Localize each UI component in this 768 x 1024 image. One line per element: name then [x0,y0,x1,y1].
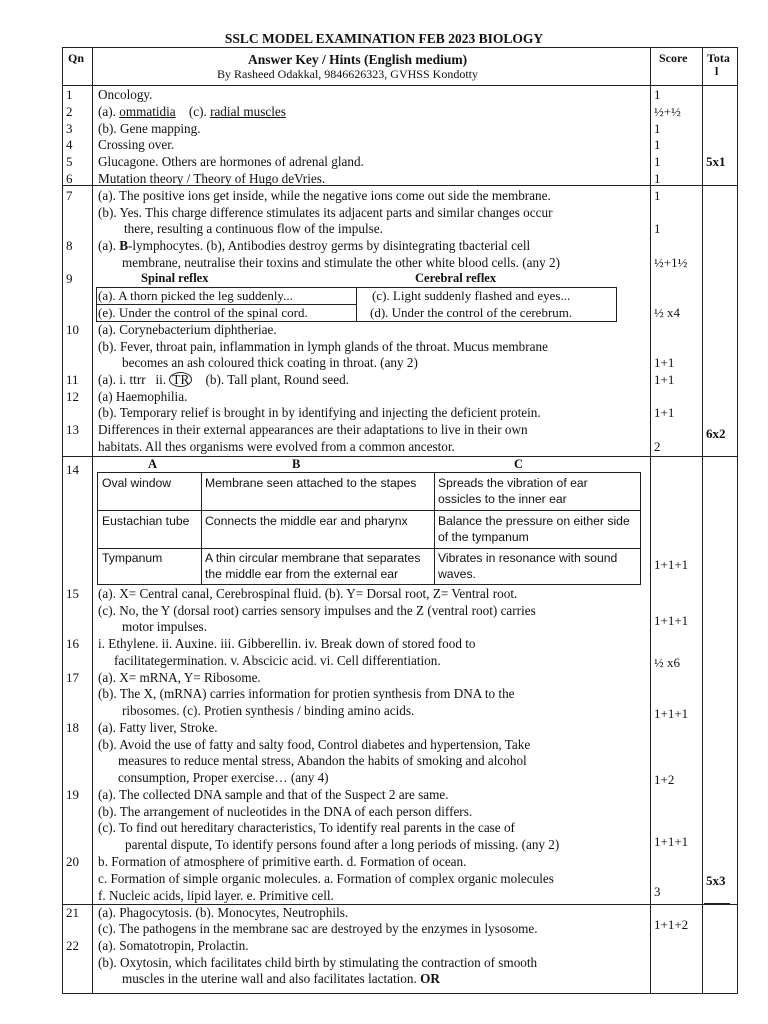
divider-total [702,47,703,993]
score-7b: 1 [654,221,661,236]
reflex-spinal-1: (a). A thorn picked the leg suddenly... [98,288,293,303]
table-row-2-a: Eustachian tube [102,514,190,528]
answer-18a: (a). Fatty liver, Stroke. [98,720,218,735]
col-b-heading: B [292,457,301,471]
answer-8a: (a). B-lymphocytes. (b), Antibodies destroy germs by disintegrating tbacterial cell [98,238,531,253]
answer-1: Oncology. [98,87,153,102]
spinal-reflex-heading: Spinal reflex [141,271,209,285]
answer-6: Mutation theory / Theory of Hugo deVries. [98,171,326,186]
answer-18b-cont-2: consumption, Proper exercise… (any 4) [118,770,329,785]
answer-10b: (b). Fever, throat pain, inflammation in lymph glands of the throat. Mucus membrane [98,339,548,354]
qn-22: 22 [66,938,79,953]
answer-22b: (b). Oxytosin, which facilitates child birth by stimulating the contraction of smooth [98,955,538,970]
table-row-1-a: Oval window [102,476,172,490]
qn-15: 15 [66,586,79,601]
answer-15c: (c). No, the Y (dorsal root) carries sensory impulses and the Z (ventral root) carries [98,603,536,618]
qn-16: 16 [66,636,79,651]
total-section-3: 5x3 [706,873,726,888]
score-3: 1 [654,121,661,136]
qn-3: 3 [66,121,73,136]
answer-16-cont: facilitategermination. v. Abscicic acid. vi. Cell differentiation. [114,653,441,668]
score-16: ½ x6 [654,655,680,670]
score-12: 1+1 [654,405,675,420]
answer-key-header: Answer Key / Hints (English medium) [248,52,468,67]
score-21: 1+1+2 [654,917,689,932]
qn-19: 19 [66,787,79,802]
total-header-line2: l [715,64,719,78]
col-c-heading: C [514,457,524,471]
answer-19b: (b). The arrangement of nucleotides in the DNA of each person differs. [98,804,473,819]
col-a-heading: A [148,457,158,471]
table-row-2-c2: of the tympanum [438,530,529,544]
qn-11: 11 [66,372,79,387]
table-row-1-c2: ossicles to the inner ear [438,492,567,506]
reflex-cerebral-1: (c). Light suddenly flashed and eyes... [372,288,571,303]
answer-17b: (b). The X, (mRNA) carries information for protien synthesis from DNA to the [98,686,515,701]
table-row-3-b2: the middle ear from the external ear [205,567,399,581]
score-6: 1 [654,171,661,186]
answer-21a: (a). Phagocytosis. (b). Monocytes, Neutrophils. [98,905,349,920]
ear-parts-table [97,472,641,585]
answer-22b-cont: muscles in the uterine wall and also facilitates lactation. OR [122,971,440,986]
qn-17: 17 [66,670,79,685]
table-row-1-b: Membrane seen attached to the stapes [205,476,417,490]
circled-genotype: TR [169,372,192,387]
score-18: 1+2 [654,772,675,787]
score-13: 2 [654,439,661,454]
answer-11: (a). i. ttrr ii. TR (b). Tall plant, Round seed. [98,372,349,387]
answer-10b-cont: becomes an ash coloured thick coating in throat. (any 2) [122,355,418,370]
score-8: ½+1½ [654,255,688,270]
total-header-line1: Tota [707,51,730,65]
score-1: 1 [654,87,661,102]
answer-3: (b). Gene mapping. [98,121,201,136]
total-section-2: 6x2 [706,426,726,441]
answer-20b: c. Formation of simple organic molecules. a. Formation of complex organic molecules [98,871,554,886]
answer-7a: (a). The positive ions get inside, while the negative ions come out side the membrane. [98,188,551,203]
total-section-1: 5x1 [706,154,726,169]
answer-21c: (c). The pathogens in the membrane sac are destroyed by the enzymes in lysosome. [98,921,538,936]
qn-header: Qn [68,51,85,65]
score-14: 1+1+1 [654,557,689,572]
answer-2: (a). ommatidia (c). radial muscles [98,104,286,119]
answer-20a: b. Formation of atmosphere of primitive earth. d. Formation of ocean. [98,854,467,869]
answer-10a: (a). Corynebacterium diphtheriae. [98,322,277,337]
answer-12b: (b). Temporary relief is brought in by identifying and injecting the deficient protein. [98,405,541,420]
score-4: 1 [654,137,661,152]
cerebral-reflex-heading: Cerebral reflex [415,271,497,285]
answer-19a: (a). The collected DNA sample and that of the Suspect 2 are same. [98,787,449,802]
qn-13: 13 [66,422,79,437]
table-row-2-c1: Balance the pressure on either side [438,514,630,528]
score-17: 1+1+1 [654,706,689,721]
qn-7: 7 [66,188,73,203]
reflex-cerebral-2: (d). Under the control of the cerebrum. [370,305,573,320]
page-title: SSLC MODEL EXAMINATION FEB 2023 BIOLOGY [224,31,544,46]
answer-8b: membrane, neutralise their toxins and stimulate the other white blood cells. (any 2) [122,255,560,270]
answer-15a: (a). X= Central canal, Cerebrospinal fluid. (b). Y= Dorsal root, Z= Ventral root. [98,586,518,601]
table-row-2-b: Connects the middle ear and pharynx [205,514,408,528]
section-rule-2 [62,456,737,457]
qn-5: 5 [66,154,73,169]
answer-19c-cont: parental dispute, To identify persons found after a long periods of missing. (any 2) [125,837,560,852]
qn-8: 8 [66,238,73,253]
score-2: ½+½ [654,104,681,119]
qn-4: 4 [66,137,73,152]
answer-7b: (b). Yes. This charge difference stimulates its adjacent parts and similar changes occur [98,205,553,220]
total-underline [704,903,730,904]
score-10: 1+1 [654,355,675,370]
answer-5: Glucagone. Others are hormones of adrenal gland. [98,154,364,169]
answer-19c: (c). To find out hereditary characteristics, To identify real parents in the case of [98,820,515,835]
score-11: 1+1 [654,372,675,387]
score-15: 1+1+1 [654,613,689,628]
qn-14: 14 [66,462,79,477]
reflex-spinal-2: (e). Under the control of the spinal cord. [98,305,308,320]
table-row-3-c1: Vibrates in resonance with sound [438,551,618,565]
answer-20c: f. Nucleic acids, lipid layer. e. Primitive cell. [98,888,334,903]
table-row-3-c2: waves. [438,567,476,581]
qn-10: 10 [66,322,79,337]
score-7a: 1 [654,188,661,203]
score-20: 3 [654,884,661,899]
answer-22a: (a). Somatotropin, Prolactin. [98,938,249,953]
qn-21: 21 [66,905,79,920]
table-row-3-a: Tympanum [102,551,163,565]
answer-13-cont: habitats. All thes organisms were evolved from a common ancestor. [98,439,455,454]
answer-12a: (a) Haemophilia. [98,389,188,404]
score-9: ½ x4 [654,305,680,320]
answer-17a: (a). X= mRNA, Y= Ribosome. [98,670,261,685]
divider-qn [92,47,93,993]
author-line: By Rasheed Odakkal, 9846626323, GVHSS Kondotty [217,67,478,81]
qn-6: 6 [66,171,73,186]
qn-1: 1 [66,87,73,102]
table-row-3-b1: A thin circular membrane that separates [205,551,421,565]
qn-2: 2 [66,104,73,119]
score-header: Score [659,51,688,65]
qn-12: 12 [66,389,79,404]
answer-7b-cont: there, resulting a continuous flow of the impulse. [124,221,383,236]
answer-15c-cont: motor impulses. [122,619,207,634]
answer-16: i. Ethylene. ii. Auxine. iii. Gibberellin. iv. Break down of stored food to [98,636,476,651]
score-5: 1 [654,154,661,169]
divider-score [650,47,651,993]
qn-18: 18 [66,720,79,735]
qn-20: 20 [66,854,79,869]
table-row-1-c1: Spreads the vibration of ear [438,476,588,490]
answer-17c: ribosomes. (c). Protien synthesis / binding amino acids. [122,703,415,718]
qn-9: 9 [66,271,73,286]
answer-18b-cont-1: measures to reduce mental stress, Abandon the habits of smoking and alcohol [118,753,527,768]
header-rule [62,85,737,86]
answer-4: Crossing over. [98,137,175,152]
score-19: 1+1+1 [654,834,689,849]
answer-13: Differences in their external appearances are their adaptations to live in their own [98,422,528,437]
answer-18b: (b). Avoid the use of fatty and salty food, Control diabetes and hypertension, Take [98,737,531,752]
